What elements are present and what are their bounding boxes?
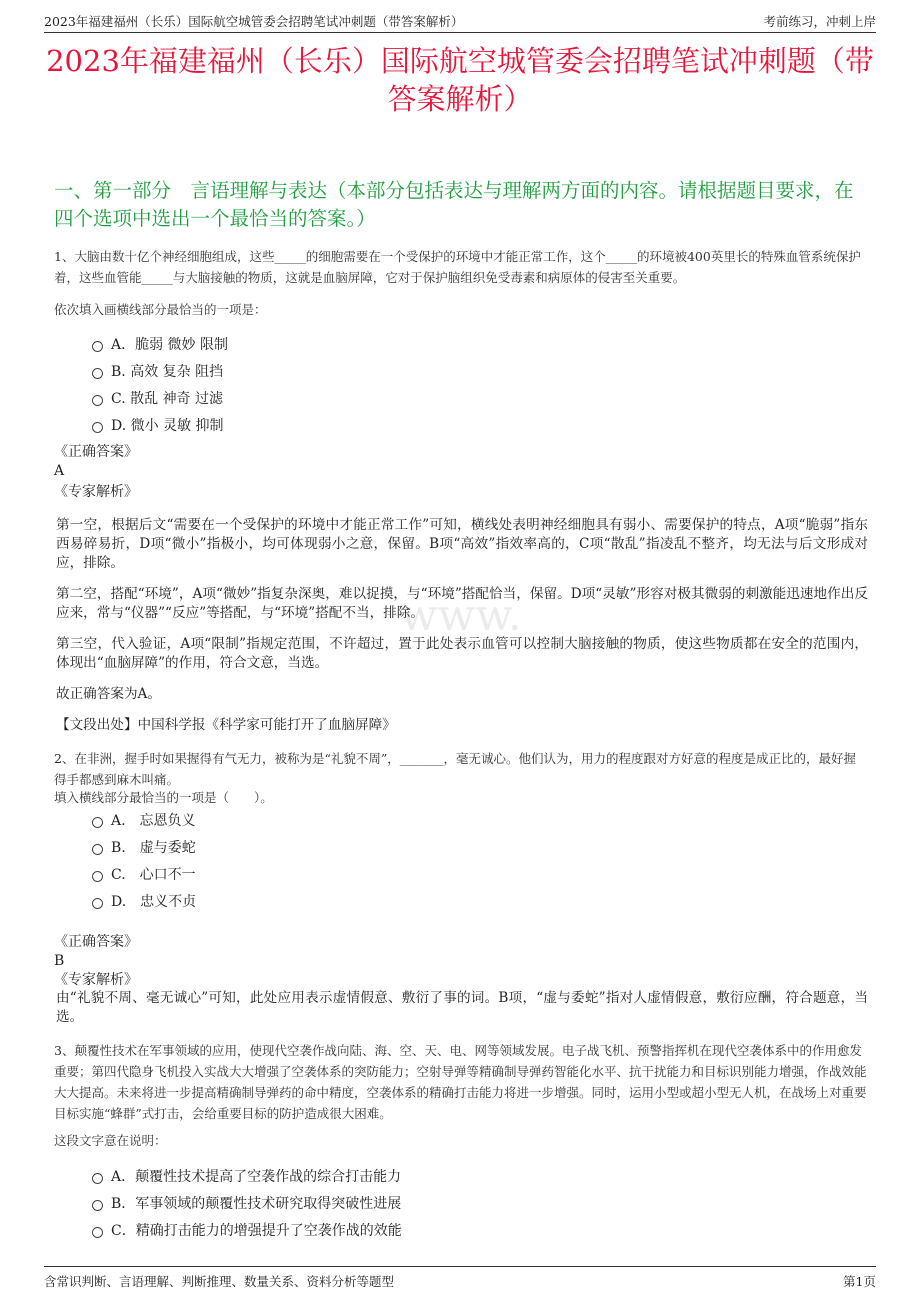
answer-value: B [54,953,65,969]
answer-label: 《正确答案》 [54,934,138,950]
radio-icon[interactable] [92,341,103,352]
radio-icon[interactable] [92,871,103,882]
option-b[interactable] [92,1189,402,1216]
option-c[interactable] [92,384,228,411]
explanation-label: 《专家解析》 [54,484,138,500]
option-label: B. 虚与委蛇 [111,839,196,856]
footer-topics: 含常识判断、言语理解、判断推理、数量关系、资料分析等题型 [44,1274,395,1289]
question-2-options [92,806,196,914]
question-3-prompt: 这段文字意在说明： [54,1133,167,1148]
explanation-label: 《专家解析》 [54,972,138,988]
option-d[interactable] [92,411,228,438]
option-c[interactable] [92,860,196,887]
option-label: C．精确打击能力的增强提升了空袭作战的效能 [111,1222,402,1239]
option-d[interactable] [92,887,196,914]
radio-icon[interactable] [92,898,103,909]
option-a[interactable] [92,1162,402,1189]
section-heading: 一、第一部分 言语理解与表达（本部分包括表达与理解两方面的内容。请根据题目要求，在四个选项中选出一个最恰当的答案。） [54,179,854,230]
radio-icon[interactable] [92,1227,103,1238]
radio-icon[interactable] [92,422,103,433]
option-label: A．颠覆性技术提高了空袭作战的综合打击能力 [111,1168,402,1185]
answer-label: 《正确答案》 [54,444,138,460]
radio-icon[interactable] [92,1173,103,1184]
radio-icon[interactable] [92,368,103,379]
option-b[interactable] [92,357,228,384]
answer-value: A [54,463,65,479]
page-header [44,10,876,33]
page-number: 第1页 [843,1274,876,1289]
radio-icon[interactable] [92,817,103,828]
question-1-prompt: 依次填入画横线部分最恰当的一项是： [54,302,267,317]
option-label: D. 忠义不贞 [111,893,197,910]
question-1-stem: 1、大脑由数十亿个神经细胞组成，这些_____的细胞需要在一个受保护的环境中才能正常工作，这个_____的环境被400英里长的特殊血管系统保护着，这些血管能_____与大脑接触的物质，这就是血脑屏障，它对于保护脑组织免受毒素和病原体的侵害至关重要。 [54,249,861,285]
header-slogan: 考前练习，冲刺上岸 [763,14,876,29]
option-c[interactable] [92,1216,402,1243]
question-2-prompt: 填入横线部分最恰当的一项是（ ）。 [54,790,273,805]
page-footer [44,1266,876,1291]
explanation-paragraph: 故正确答案为A。 [56,686,161,702]
radio-icon[interactable] [92,1200,103,1211]
option-label: C. 散乱 神奇 过滤 [111,390,224,407]
option-label: A. 忘恩负义 [111,812,196,829]
watermark: www. [400,590,522,641]
option-label: B. 高效 复杂 阻挡 [111,363,224,380]
explanation-paragraph: 第二空，搭配“环境”，A项“微妙”指复杂深奥，难以捉摸，与“环境”搭配恰当，保留。D项“灵敏”形容对极其微弱的刺激能迅速地作出反应来，常与“仪器”“反应”等搭配，与“环境”搭配不当，排除。 [56,586,868,621]
header-doc-title: 2023年福建福州（长乐）国际航空城管委会招聘笔试冲刺题（带答案解析） [44,14,464,29]
radio-icon[interactable] [92,395,103,406]
question-3-options [92,1162,402,1243]
explanation-body: 由“礼貌不周、毫无诚心”可知，此处应用表示虚情假意、敷衍了事的词。B项，“虚与委蛇”指对人虚情假意，敷衍应酬，符合题意，当选。 [56,990,868,1025]
question-1-options [92,330,228,438]
question-2-stem: 2、在非洲，握手时如果握得有气无力，被称为是“礼貌不周”，_______，毫无诚心。他们认为，用力的程度跟对方好意的程度是成正比的，最好握得手都感到麻木叫痛。 [54,751,856,787]
radio-icon[interactable] [92,844,103,855]
option-label: C. 心口不一 [111,866,196,883]
option-label: B．军事领域的颠覆性技术研究取得突破性进展 [111,1195,402,1212]
option-a[interactable] [92,330,228,357]
option-label: A．脆弱 微妙 限制 [111,336,229,353]
document-title: 2023年福建福州（长乐）国际航空城管委会招聘笔试冲刺题（带答案解析） [46,44,874,116]
explanation-paragraph: 第一空，根据后文“需要在一个受保护的环境中才能正常工作”可知，横线处表明神经细胞具有弱小、需要保护的特点，A项“脆弱”指东西易碎易折，D项“微小”指极小，均可体现弱小之意，保留。B项“高效”指效率高的，C项“散乱”指凌乱不整齐，均无法与后文形成对应，排除。 [56,517,868,571]
option-b[interactable] [92,833,196,860]
question-3-stem: 3、颠覆性技术在军事领域的应用，使现代空袭作战向陆、海、空、天、电、网等领域发展。电子战飞机、预警指挥机在现代空袭体系中的作用愈发重要；第四代隐身飞机投入实战大大增强了空袭体系的突防能力；空射导弹等精确制导弹药智能化水平、抗干扰能力和目标识别能力增强，作战效能大大提高。未来将进一步提高精确制导弹药的命中精度，空袭体系的精确打击能力将进一步增强。同时，运用小型或超小型无人机，在战场上对重要目标实施“蜂群”式打击，会给重要目标的防护造成很大困难。 [54,1043,867,1121]
explanation-paragraph: 第三空，代入验证，A项“限制”指规定范围，不许超过，置于此处表示血管可以控制大脑接触的物质，使这些物质都在安全的范围内，体现出“血脑屏障”的作用，符合文意，当选。 [56,636,868,671]
source-citation: 【文段出处】中国科学报《科学家可能打开了血脑屏障》 [56,717,396,733]
option-label: D. 微小 灵敏 抑制 [111,417,224,434]
option-a[interactable] [92,806,196,833]
